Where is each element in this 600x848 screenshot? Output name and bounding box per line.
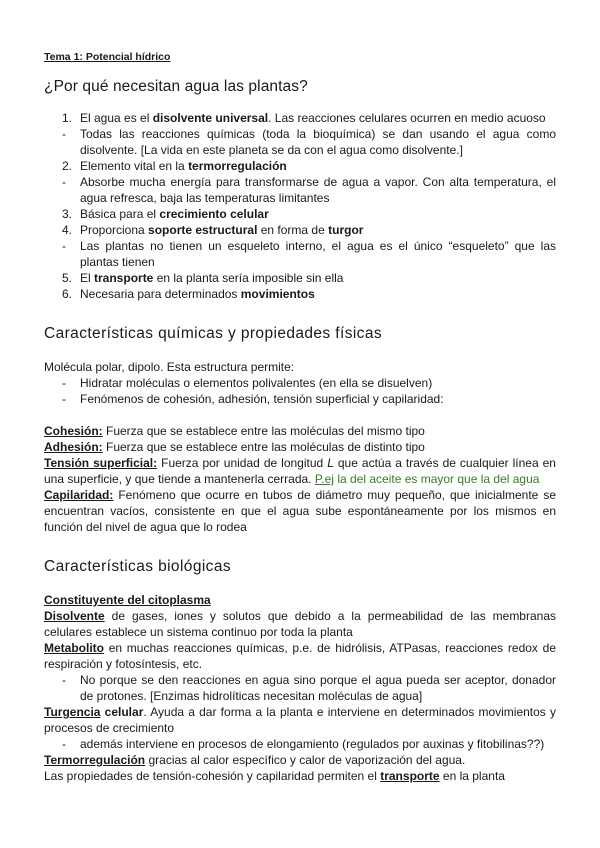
definition-cohesion [44, 423, 556, 439]
list-item [44, 110, 556, 126]
bold-term: transporte [94, 271, 154, 285]
text: de gases, iones y solutos que debido a la permeabilidad de las membranas celulares establece un sistema continuo por toda la planta [44, 609, 556, 639]
text: . Ayuda a dar forma a la planta e interviene en determinados movimientos y procesos de crecimiento [44, 705, 557, 735]
text: No porque se den reacciones en agua sino porque el agua pueda ser aceptor, donador de protones. [Enzimas hidrolíticas necesitan moléculas de agua] [80, 673, 556, 703]
term-separator: : [98, 440, 103, 454]
list-item [44, 286, 556, 302]
list-item [44, 126, 556, 158]
list-item [44, 206, 556, 222]
chemical-bullets [44, 375, 556, 407]
list-marker: - [62, 376, 66, 390]
bold-term: movimientos [240, 287, 315, 301]
definition-solvent [44, 608, 556, 640]
text: además interviene en procesos de elongamiento (regulados por auxinas y fitobilinas??) [80, 737, 545, 751]
text: en forma de [257, 223, 329, 237]
text: Necesaria para determinados [80, 287, 241, 301]
term-cytoplasm: Constituyente del citoplasma [44, 593, 211, 607]
list-marker: - [62, 737, 66, 751]
subheading-cytoplasm [44, 592, 556, 608]
term-transport: transporte [380, 769, 440, 783]
term-separator: : [98, 424, 103, 438]
list-item [44, 270, 556, 286]
definition-capillarity [44, 487, 556, 535]
spacer [44, 407, 556, 423]
list-marker: 2. [62, 159, 73, 173]
text: Las plantas no tienen un esqueleto interno, el agua es el único “esqueleto” que las plantas tienen [80, 239, 556, 269]
text: Elemento vital en la [80, 159, 189, 173]
text: Fuerza por unidad de longitud [157, 456, 328, 470]
text: . Las reacciones celulares ocurren en medio acuoso [268, 111, 546, 125]
bold-term: termorregulación [188, 159, 287, 173]
bold-term: turgor [328, 223, 364, 237]
term-capillarity: Capilaridad: [44, 488, 114, 502]
term-thermoregulation: Termorregulación [44, 753, 146, 767]
text: Fuerza que se establece entre las moléculas del mismo tipo [102, 424, 425, 438]
term-surface-tension: Tensión superficial: [44, 456, 158, 470]
list-item [44, 158, 556, 174]
term-cellular: celular [100, 705, 144, 719]
bold-term: crecimiento celular [159, 207, 269, 221]
list-marker: 5. [62, 271, 73, 285]
topic-heading: Tema 1: Potencial hídrico [44, 51, 171, 63]
term-cohesion: Cohesión [44, 424, 99, 438]
list-item [44, 391, 556, 407]
section-title-why-water: ¿Por qué necesitan agua las plantas? [44, 78, 308, 95]
text: El agua es el [80, 111, 153, 125]
section-title-chemical: Características químicas y propiedades físicas [44, 325, 383, 342]
definition-surface-tension [44, 455, 556, 487]
text: Hidratar moléculas o elementos polivalentes (en ella se disuelven) [80, 376, 433, 390]
list-item [44, 375, 556, 391]
example-text: la del aceite es mayor que la del agua [333, 472, 540, 486]
list-marker: - [62, 673, 66, 687]
section-title-biological: Características biológicas [44, 558, 231, 575]
closing-paragraph [44, 768, 556, 784]
list-marker: - [62, 175, 66, 189]
definition-turgor [44, 704, 556, 736]
text: Todas las reacciones químicas (toda la bioquímica) se dan usando el agua como disolvente. [La vida en este planeta se da con el agua como disolvente.] [80, 127, 556, 157]
text: que actúa a través de cualquier línea en una superficie, y que tiende a mantenerla cerrada. [44, 456, 556, 486]
intro-paragraph: Molécula polar, dipolo. Esta estructura permite: [44, 360, 295, 374]
italic-variable: L [327, 456, 334, 470]
text: Básica para el [80, 207, 160, 221]
document-page [44, 50, 556, 784]
term-metabolite: Metabolito [44, 641, 104, 655]
term-turgor: Turgencia [44, 705, 101, 719]
metabolite-bullets [44, 672, 556, 704]
term-adhesion: Adhesión [44, 440, 99, 454]
text: Proporciona [80, 223, 149, 237]
list-marker: - [62, 392, 66, 406]
text: en la planta sería imposible sin ella [153, 271, 344, 285]
list-item [44, 238, 556, 270]
bold-term: soporte estructural [148, 223, 258, 237]
list-marker: 1. [62, 111, 73, 125]
example-abbrev: P.ej [314, 472, 334, 486]
list-marker: 4. [62, 223, 73, 237]
list-marker: - [62, 239, 66, 253]
definition-thermoregulation [44, 752, 556, 768]
bold-term: disolvente universal [152, 111, 269, 125]
turgor-bullets [44, 736, 556, 752]
definition-metabolite [44, 640, 556, 672]
list-marker: 6. [62, 287, 73, 301]
text: Fenómenos de cohesión, adhesión, tensión superficial y capilaridad: [80, 392, 444, 406]
text: Fenómeno que ocurre en tubos de diámetro muy pequeño, que inicialmente se encuentran vacíos, consistente en que el agua sube espontáneamente por los mismos en función del nivel de agua que lo rodea [44, 488, 556, 534]
definition-adhesion [44, 439, 556, 455]
why-water-list [44, 110, 556, 302]
term-solvent: Disolvente [44, 609, 105, 623]
text: Fuerza que se establece entre las moléculas de distinto tipo [102, 440, 425, 454]
text: El [80, 271, 95, 285]
text: en la planta [439, 769, 505, 783]
list-item [44, 222, 556, 238]
list-item [44, 736, 556, 752]
text: Las propiedades de tensión-cohesión y capilaridad permiten el [44, 769, 381, 783]
text: en muchas reacciones químicas, p.e. de hidrólisis, ATPasas, reacciones redox de respiración y fotosíntesis, etc. [44, 641, 556, 671]
list-item [44, 672, 556, 704]
text: Absorbe mucha energía para transformarse de agua a vapor. Con alta temperatura, el agua refresca, baja las temperaturas limitantes [80, 175, 556, 205]
list-marker: 3. [62, 207, 73, 221]
list-marker: - [62, 127, 66, 141]
text: gracias al calor específico y calor de vaporización del agua. [145, 753, 466, 767]
list-item [44, 174, 556, 206]
